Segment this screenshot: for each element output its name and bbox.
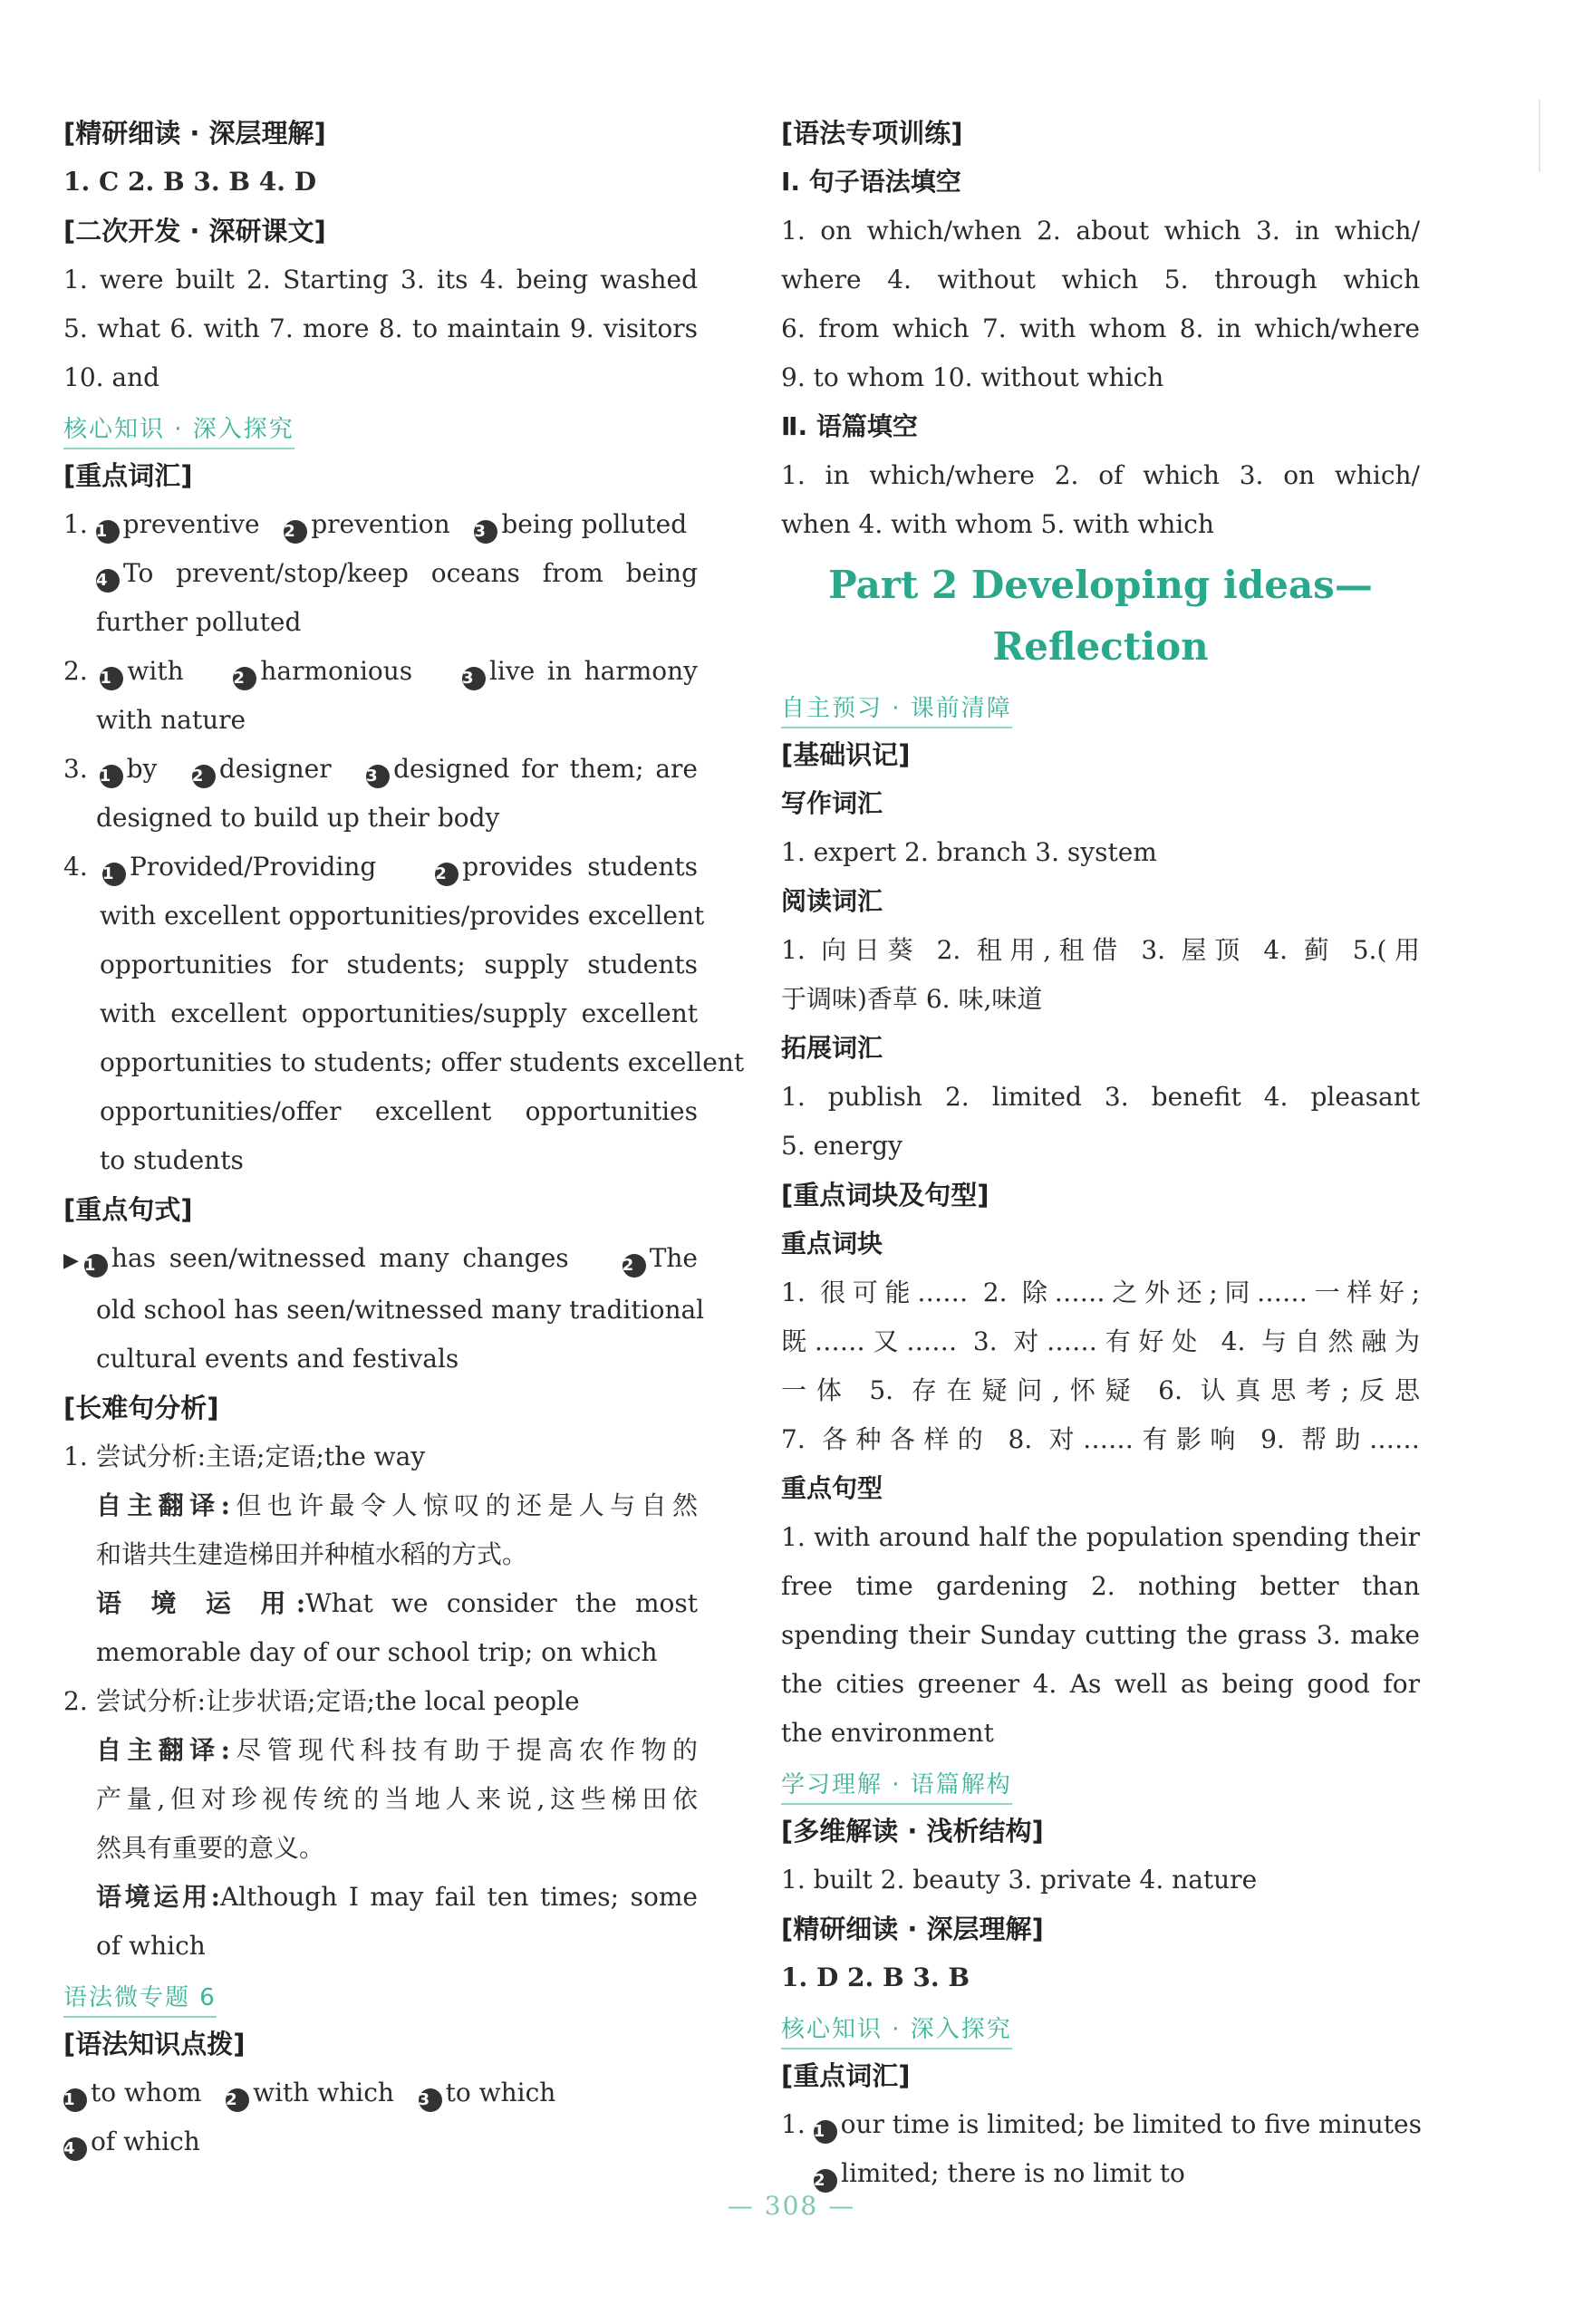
- vocab-item-2: 2. 1 with 2 harmonious 3 live in harmony: [63, 647, 698, 696]
- sentence-pattern: ▶ 1 has seen/witnessed many changes 2 The: [63, 1234, 698, 1286]
- translation-2: 自主翻译:尽管现代科技有助于提高农作物的: [96, 1735, 698, 1765]
- vocab-item-1-right: 1. 1 our time is limited; be limited to five minutes: [781, 2100, 1420, 2149]
- answer-line: 既……又…… 3. 对……有好处 4. 与自然融为: [781, 1326, 1420, 1356]
- heading-cikuai: [重点词块及句型]: [781, 1180, 989, 1210]
- heading-changnan: [长难句分析]: [63, 1393, 219, 1423]
- answer-line: 1. built 2. beauty 3. private 4. nature: [781, 1865, 1258, 1895]
- circled-number-icon: 4: [96, 569, 120, 593]
- circled-number-icon: 1: [100, 765, 123, 788]
- vocab-item-1: 1. 1 preventive 2 prevention 3 being polluted: [63, 500, 698, 549]
- context-use-2: 语境运用:Although I may fail ten times; some: [96, 1882, 698, 1912]
- vocab-item-4-cont: to students: [100, 1145, 244, 1175]
- translation-1-cont: 和谐共生建造梯田并种植水稻的方式。: [96, 1539, 528, 1569]
- answer-line: 一体 5. 存在疑问,怀疑 6. 认真思考;反思: [781, 1375, 1420, 1405]
- answer-line: the cities greener 4. As well as being good for: [781, 1669, 1420, 1699]
- circled-number-icon: 3: [366, 765, 390, 788]
- answer-line: 1. publish 2. limited 3. benefit 4. pleasant: [781, 1082, 1420, 1112]
- vocab-item-3: 3. 1 by 2 designer 3 designed for them; are: [63, 745, 698, 794]
- answer-line: 1. 向日葵 2. 租用,租借 3. 屋顶 4. 蓟 5.(用: [781, 935, 1420, 965]
- circled-number-icon: 1: [100, 667, 123, 690]
- answer-line: 5. what 6. with 7. more 8. to maintain 9. visitors: [63, 313, 698, 343]
- heading-jingyan: [精研细读 · 深层理解]: [63, 118, 326, 149]
- subheading-juxing: 重点句型: [781, 1473, 883, 1503]
- grammar-points-cont: 4 of which: [63, 2117, 698, 2166]
- heading-jushi: [重点句式]: [63, 1194, 193, 1225]
- translation-2-cont: 产量,但对珍视传统的当地人来说,这些梯田依: [96, 1784, 698, 1814]
- circled-number-icon: 2: [623, 1254, 646, 1278]
- answer-line: 7. 各种各样的 8. 对……有影响 9. 帮助……: [781, 1424, 1420, 1454]
- grammar-points: 1 to whom 2 with which 3 to which: [63, 2068, 698, 2117]
- context-use-2-cont: of which: [96, 1931, 206, 1961]
- context-use-1: 语 境 运 用:What we consider the most: [96, 1588, 698, 1618]
- vocab-item-4-cont: opportunities to students; offer students excellent: [100, 1047, 745, 1077]
- vocab-item-4-cont: with excellent opportunities/provides excellent: [100, 901, 705, 931]
- heading-yufa-zhishi: [语法知识点拨]: [63, 2029, 246, 2059]
- answer-line: 1. in which/where 2. of which 3. on which/: [781, 460, 1420, 490]
- circled-number-icon: 2: [226, 2088, 249, 2112]
- sentence-pattern-cont: old school has seen/witnessed many traditional: [96, 1295, 705, 1325]
- answer-line: 6. from which 7. with whom 8. in which/where: [781, 313, 1420, 343]
- circled-number-icon: 2: [192, 765, 216, 788]
- circled-number-icon: 1: [63, 2088, 87, 2112]
- circled-number-icon: 4: [63, 2137, 87, 2161]
- vocab-item-4-cont: opportunities for students; supply students: [100, 950, 698, 979]
- vocab-item-4: 4. 1 Provided/Providing 2 provides students: [63, 843, 698, 892]
- heading-erci: [二次开发 · 深研课文]: [63, 216, 326, 246]
- translation-2-cont: 然具有重要的意义。: [96, 1833, 325, 1863]
- heading-jingyan-right: [精研细读 · 深层理解]: [781, 1914, 1044, 1944]
- circled-number-icon: 3: [419, 2088, 442, 2112]
- page-edge-line: [1539, 100, 1540, 172]
- subheading-xiezuo: 写作词汇: [781, 788, 883, 818]
- page-number: — 308 —: [727, 2191, 856, 2221]
- circled-number-icon: 3: [474, 520, 497, 544]
- heading-jichu: [基础识记]: [781, 739, 911, 770]
- answer-line: free time gardening 2. nothing better than: [781, 1571, 1420, 1601]
- answer-line: 于调味)香草 6. 味,味道: [781, 984, 1043, 1014]
- circled-number-icon: 2: [284, 520, 307, 544]
- answer-line: 1. C 2. B 3. B 4. D: [63, 167, 317, 197]
- sentence-pattern-cont: cultural events and festivals: [96, 1344, 459, 1374]
- vocab-item-3-cont: designed to build up their body: [96, 803, 500, 833]
- vocab-item-1-right-cont: 2 limited; there is no limit to: [781, 2149, 1420, 2198]
- subheading-cikuai: 重点词块: [781, 1229, 883, 1258]
- context-use-1-cont: memorable day of our school trip; on which: [96, 1637, 658, 1667]
- circled-number-icon: 3: [462, 667, 486, 690]
- subheading-ii: Ⅱ. 语篇填空: [781, 411, 918, 441]
- circled-number-icon: 2: [814, 2169, 837, 2193]
- part-title: Part 2 Developing ideas— Reflection: [828, 563, 1373, 669]
- answer-line: the environment: [781, 1718, 994, 1748]
- section-label-zizhu: 自主预习 · 课前清障: [781, 690, 1012, 728]
- section-label-hexin-right: 核心知识 · 深入探究: [781, 2011, 1012, 2049]
- vocab-item-4-cont: opportunities/offer excellent opportunities: [100, 1096, 698, 1126]
- answer-line: 1. with around half the population spending their: [781, 1522, 1420, 1552]
- triangle-bullet-icon: ▶: [63, 1249, 79, 1272]
- vocab-item-1-cont: further polluted: [96, 607, 302, 637]
- right-column: [781, 109, 1420, 2198]
- circled-number-icon: 1: [102, 863, 126, 886]
- analysis-2: 2. 尝试分析:让步状语;定语;the local people: [63, 1686, 580, 1716]
- circled-number-icon: 2: [435, 863, 458, 886]
- answer-line: 9. to whom 10. without which: [781, 362, 1164, 392]
- vocab-item-1-cont: 4 To prevent/stop/keep oceans from being: [63, 549, 698, 598]
- analysis-1: 1. 尝试分析:主语;定语;the way: [63, 1442, 426, 1471]
- answer-line: 1. 很可能…… 2. 除……之外还;同……一样好;: [781, 1278, 1420, 1307]
- answer-line: 5. energy: [781, 1131, 903, 1161]
- answer-line: 1. D 2. B 3. B: [781, 1962, 970, 1992]
- heading-cihui-right: [重点词汇]: [781, 2060, 911, 2091]
- answer-line: 1. were built 2. Starting 3. its 4. being washed: [63, 265, 698, 294]
- heading-yufa-xunlian: [语法专项训练]: [781, 118, 963, 149]
- vocab-item-2-cont: with nature: [96, 705, 246, 735]
- answer-line: 1. expert 2. branch 3. system: [781, 837, 1157, 867]
- answer-line: 10. and: [63, 362, 160, 392]
- answer-line: spending their Sunday cutting the grass 3. make: [781, 1620, 1420, 1650]
- heading-duowei: [多维解读 · 浅析结构]: [781, 1816, 1044, 1847]
- section-label-yufa: 语法微专题 6: [63, 1980, 217, 2018]
- circled-number-icon: 1: [84, 1254, 108, 1278]
- answer-line: 1. on which/when 2. about which 3. in which/: [781, 216, 1420, 246]
- translation-1: 自主翻译:但也许最令人惊叹的还是人与自然: [96, 1490, 698, 1520]
- circled-number-icon: 1: [96, 520, 120, 544]
- vocab-item-4-cont: with excellent opportunities/supply excellent: [100, 998, 698, 1028]
- heading-cihui: [重点词汇]: [63, 460, 193, 491]
- circled-number-icon: 2: [233, 667, 256, 690]
- answer-line: where 4. without which 5. through which: [781, 265, 1420, 294]
- answer-line: when 4. with whom 5. with which: [781, 509, 1214, 539]
- section-label-xuexi: 学习理解 · 语篇解构: [781, 1767, 1012, 1805]
- subheading-i: Ⅰ. 句子语法填空: [781, 167, 961, 197]
- subheading-yuedu: 阅读词汇: [781, 886, 883, 916]
- section-label-hexin: 核心知识 · 深入探究: [63, 411, 294, 449]
- left-column: [63, 109, 745, 2166]
- circled-number-icon: 1: [814, 2120, 837, 2144]
- subheading-tuozhan: 拓展词汇: [781, 1033, 883, 1063]
